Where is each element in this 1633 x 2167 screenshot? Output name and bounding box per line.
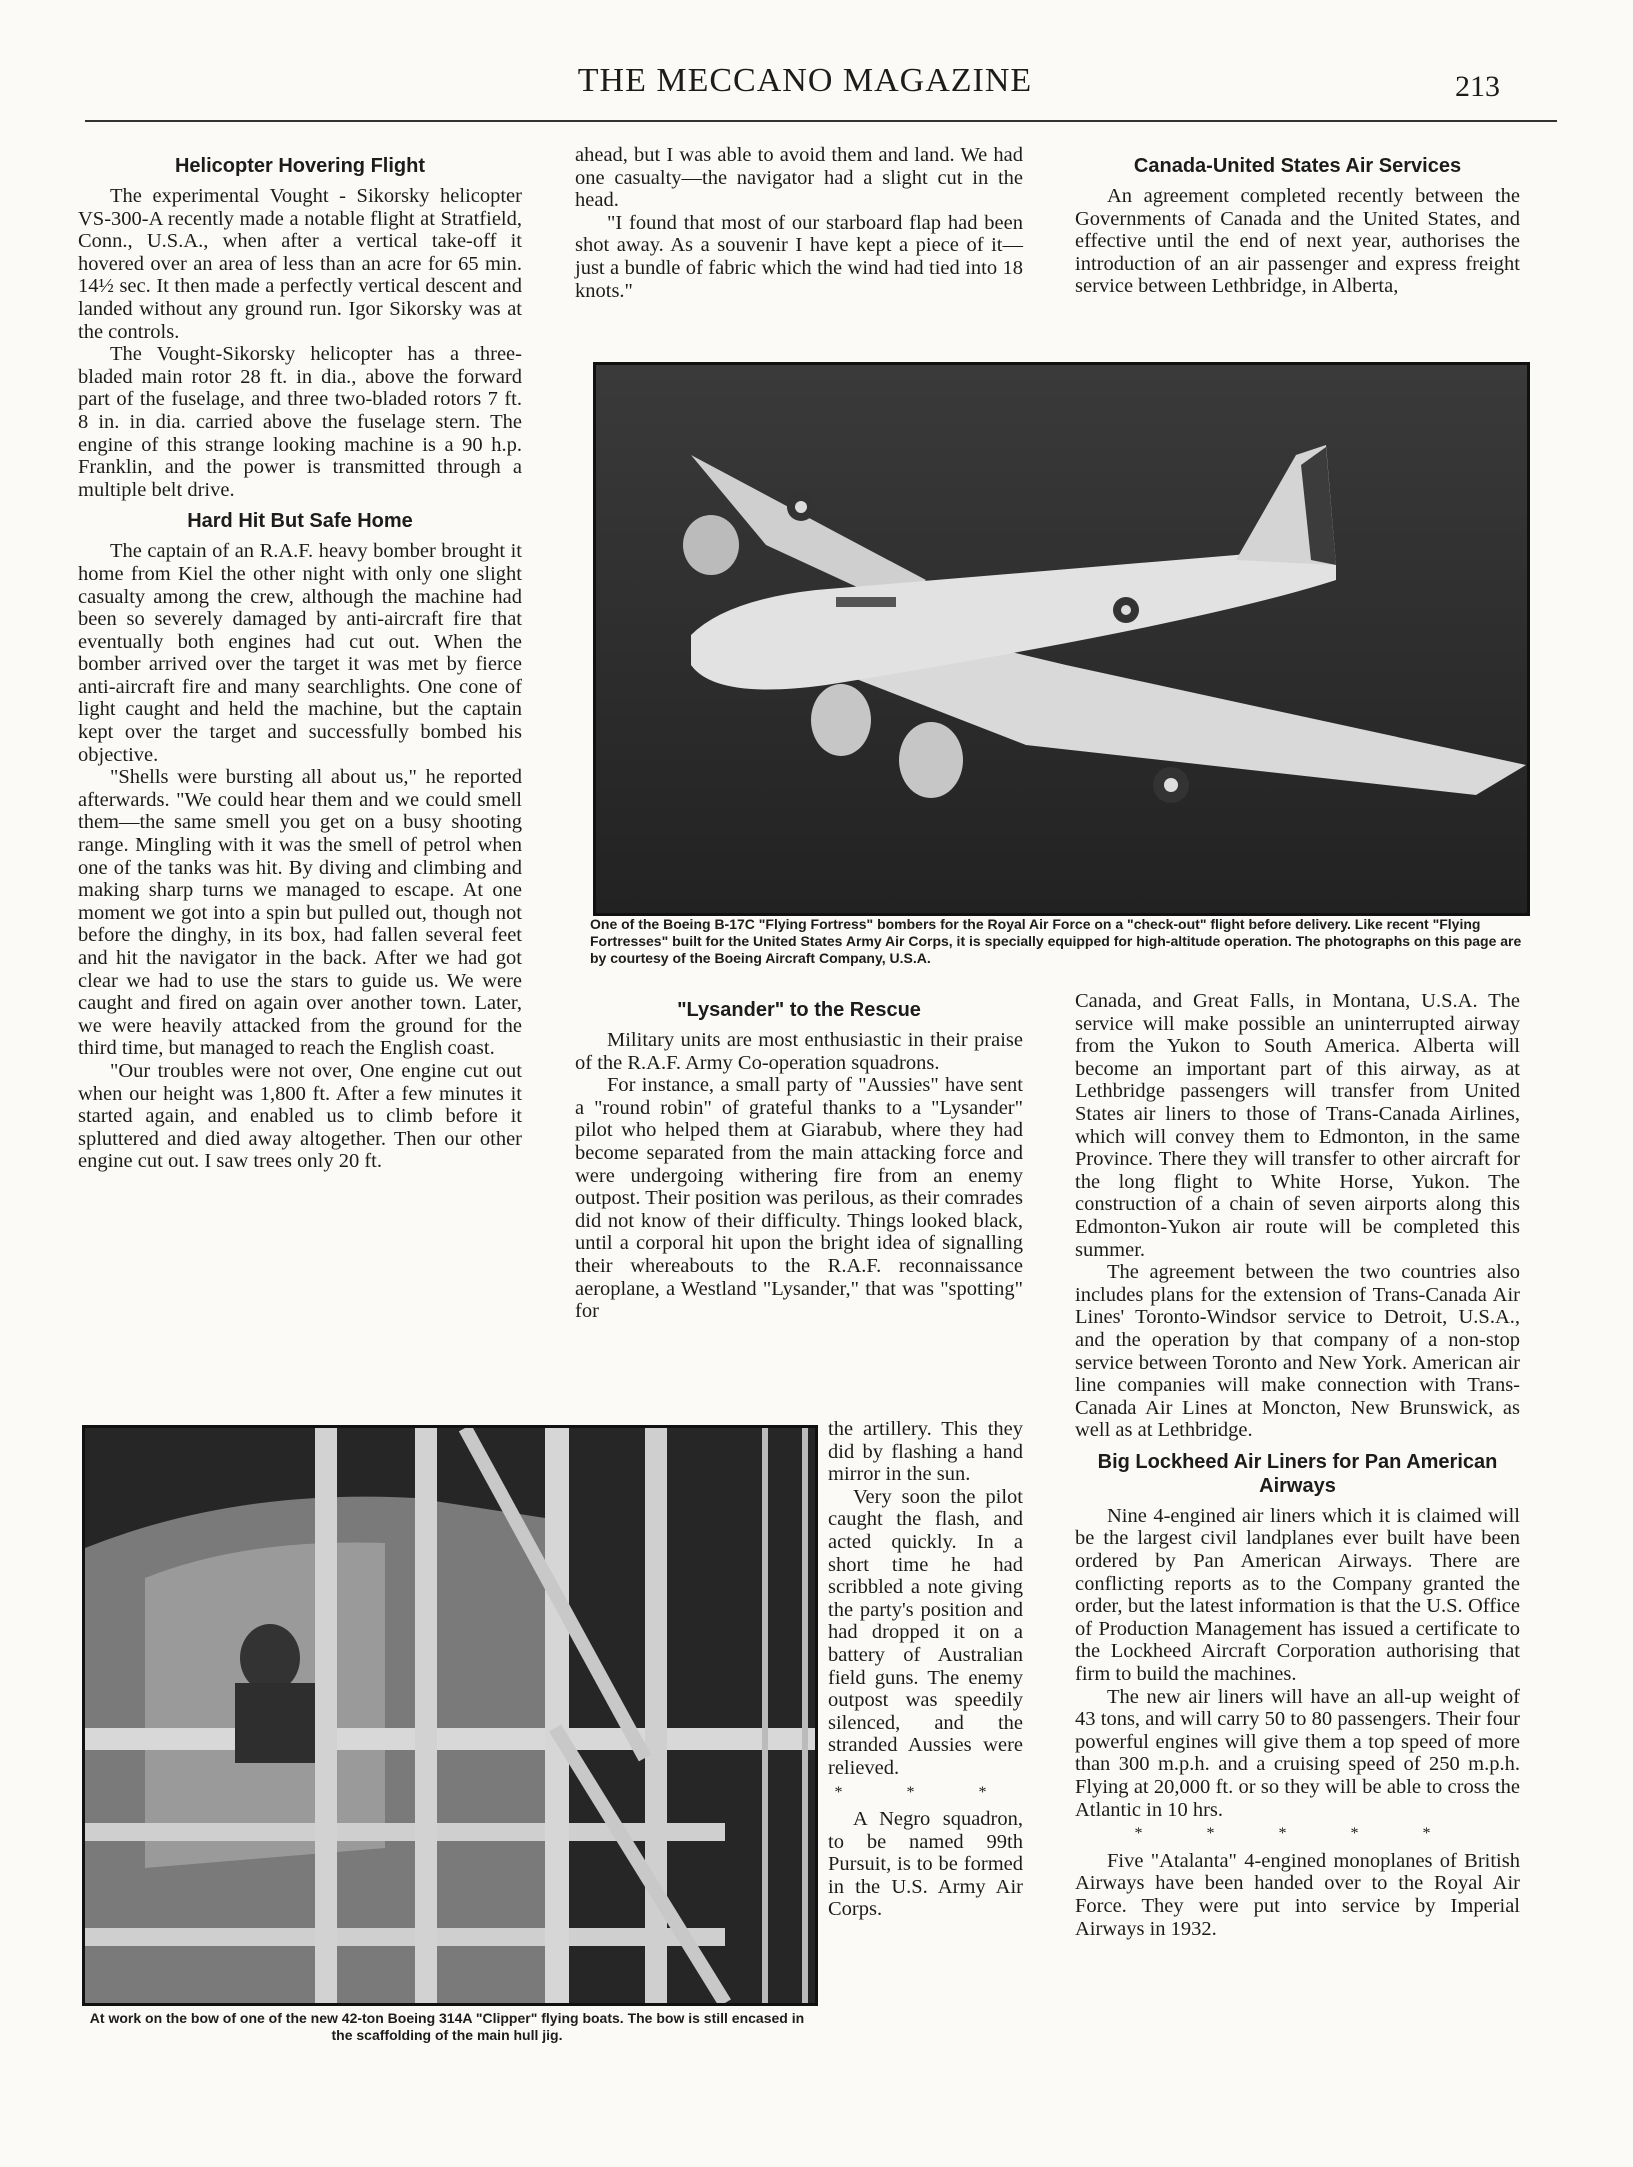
lysander-paragraph-1: Military units are most enthusiastic in their praise of the R.A.F. Army Co-operation squadrons. xyxy=(575,1029,1023,1074)
bomber-aircraft-illustration xyxy=(596,365,1527,913)
souvenir-paragraph: "I found that most of our starboard flap had been shot away. As a souvenir I have kept a piece of it—just a bundle of fabric which the wind had tied into 18 knots." xyxy=(575,211,1023,302)
canada-paragraph-1: An agreement completed recently between the Governments of Canada and the United States, and effective until the end of next year, authorises the introduction of an air passenger and express freight service between Lethbridge, in Alberta, xyxy=(1075,185,1520,298)
lysander-paragraph-3: Very soon the pilot caught the flash, and acted quickly. In a short time he had scribbled a note giving the party's position and had dropped it on a battery of Australian field guns. The enemy outpost was speedily silenced, and the stranded Aussies were relieved. xyxy=(828,1485,1023,1779)
negro-squadron-paragraph: A Negro squadron, to be named 99th Pursuit, is to be formed in the U.S. Army Air Corps. xyxy=(828,1808,1023,1921)
column-2-narrow xyxy=(828,1418,1023,1921)
canada-paragraph-2: The agreement between the two countries also includes plans for the extension of Trans-Canada Air Lines' Toronto-Windsor service to Detroit, U.S.A., and the operation by that company of a non-stop service between Toronto and New York. American air line companies will make connection with Trans-Canada Air Lines at Moncton, New Brunswick, as well as at Lethbridge. xyxy=(1075,1261,1520,1442)
column-1 xyxy=(78,150,522,1173)
scaffolding-illustration xyxy=(85,1428,815,2003)
helicopter-paragraph-2: The Vought-Sikorsky helicopter has a three-bladed main rotor 28 ft. in dia., above the forward part of the fuselage, and three two-bladed rotors 7 ft. 8 in. in dia. carried above the fuselage stern. The engine of this strange looking machine is a 90 h.p. Franklin, and the power is transmitted through a multiple belt drive. xyxy=(78,343,522,501)
column-3-bottom xyxy=(1075,990,1520,1940)
heading-lockheed: Big Lockheed Air Liners for Pan American Airways xyxy=(1097,1450,1498,1497)
hard-hit-paragraph-1: The captain of an R.A.F. heavy bomber brought it home from Kiel the other night with only one slight casualty among the crew, although the machine had been so severely damaged by anti-aircraft fire that eventually both engines had cut out. When the bomber arrived over the target it was met by fierce anti-aircraft fire and many searchlights. One cone of light caught and held the machine, but the captain kept over the target and successfully bombed his objective. xyxy=(78,540,522,766)
lysander-paragraph-2: For instance, a small party of "Aussies" have sent a "round robin" of grateful thanks to a "Lysander" pilot who helped them at Giarabub, where they had become separated from the main attacking force and were undergoing withering fire from an enemy outpost. Their position was perilous, as their comrades did not know of their difficulty. Things looked black, until a corporal hit upon the bright idea of signalling their whereabouts to the R.A.F. reconnaissance aeroplane, a Westland "Lysander," that was "spotting" for xyxy=(575,1074,1023,1323)
hard-hit-paragraph-3: "Our troubles were not over, One engine cut out when our height was 1,800 ft. After a few minutes it started again, and enabled us to climb before it spluttered and died away altogether. Then our other engine cut out. I saw trees only 20 ft. xyxy=(78,1059,522,1173)
clipper-photo-caption: At work on the bow of one of the new 42-ton Boeing 314A "Clipper" flying boats. The bow is still encased in the scaffolding of the main hull jig. xyxy=(89,2010,805,2043)
column-2-top xyxy=(575,144,1023,302)
helicopter-paragraph-1: The experimental Vought - Sikorsky helicopter VS-300-A recently made a notable flight at Stratfield, Conn., U.S.A., when after a vertical take-off it hovered over an area of less than an acre for 65 min. 14½ sec. It then made a perfectly vertical descent and landed without any ground run. Igor Sikorsky was at the controls. xyxy=(78,185,522,343)
header-rule xyxy=(85,120,1557,122)
heading-hard-hit: Hard Hit But Safe Home xyxy=(187,510,413,533)
heading-helicopter: Helicopter Hovering Flight xyxy=(174,155,426,177)
section-separator-2: * * * * * xyxy=(1134,1825,1461,1843)
heading-canada-us: Canada-United States Air Services xyxy=(1133,155,1462,177)
lockheed-paragraph-2: The new air liners will have an all-up weight of 43 tons, and will carry 50 to 80 passengers. Their four powerful engines will give them a top speed of more than 300 m.p.h. and a cruising speed of 250 m.p.h. Flying at 20,000 ft. or so they will be able to cross the Atlantic in 10 hrs. xyxy=(1075,1685,1520,1821)
b17-photo-caption: One of the Boeing B-17C "Flying Fortress" bombers for the Royal Air Force on a "check-out" flight before delivery. Like recent "Flying Fortresses" built for the United States Army Air Corps, it is specially equipped for high-altitude operation. The photographs on this page are by courtesy of the Boeing Aircraft Company, U.S.A. xyxy=(590,916,1522,966)
canada-paragraph-cont: Canada, and Great Falls, in Montana, U.S.A. The service will make possible an uninterrupted airway from the Yukon to South America. Alberta will become an important part of this airway, as at Lethbridge passengers will transfer from United States air liners to those of Trans-Canada Airlines, which will convey them to Edmonton, in the same Province. There they will transfer to other aircraft for the long flight to White Horse, Yukon. The construction of a chain of seven airports along this Edmonton-Yukon air route will be completed this summer. xyxy=(1075,990,1520,1261)
lockheed-paragraph-1: Nine 4-engined air liners which it is claimed will be the largest civil landplanes ever built have been ordered by Pan American Airways. There are conflicting reports as to the Company granted the order, but the latest information is that the U.S. Office of Production Management has issued a certificate to the Lockheed Aircraft Corporation authorising that firm to build the machines. xyxy=(1075,1504,1520,1686)
heading-lysander: "Lysander" to the Rescue xyxy=(677,999,921,1021)
magazine-title: THE MECCANO MAGAZINE xyxy=(577,62,1033,99)
column-3-top xyxy=(1075,150,1520,298)
boeing-clipper-photo xyxy=(82,1425,818,2006)
section-separator: * * * xyxy=(834,1783,1017,1801)
continued-paragraph: ahead, but I was able to avoid them and land. We had one casualty—the navigator had a slight cut in the head. xyxy=(575,144,1023,212)
page-number: 213 xyxy=(1455,70,1500,103)
atalanta-paragraph: Five "Atalanta" 4-engined monoplanes of British Airways have been handed over to the Royal Air Force. They were put into service by Imperial Airways in 1932. xyxy=(1075,1849,1520,1940)
hard-hit-paragraph-2: "Shells were bursting all about us," he reported afterwards. "We could hear them and we could smell them—the same smell you get on a busy shooting range. Mingling with it was the smell of petrol when one of the tanks was hit. By diving and climbing and making sharp turns we managed to escape. At one moment we got into a spin but pulled out, though not before the dinghy, in its box, had fallen several feet and hit the navigator in the back. After we had got clear we had to use the stars to guide us. We were caught and fired on again over another town. Later, we were heavily attacked from the ground for the third time, but managed to reach the English coast. xyxy=(78,766,522,1060)
column-2-lysander xyxy=(575,990,1023,1323)
boeing-b17-photo xyxy=(593,362,1530,916)
lysander-paragraph-2-cont: the artillery. This they did by flashing a hand mirror in the sun. xyxy=(828,1418,1023,1486)
